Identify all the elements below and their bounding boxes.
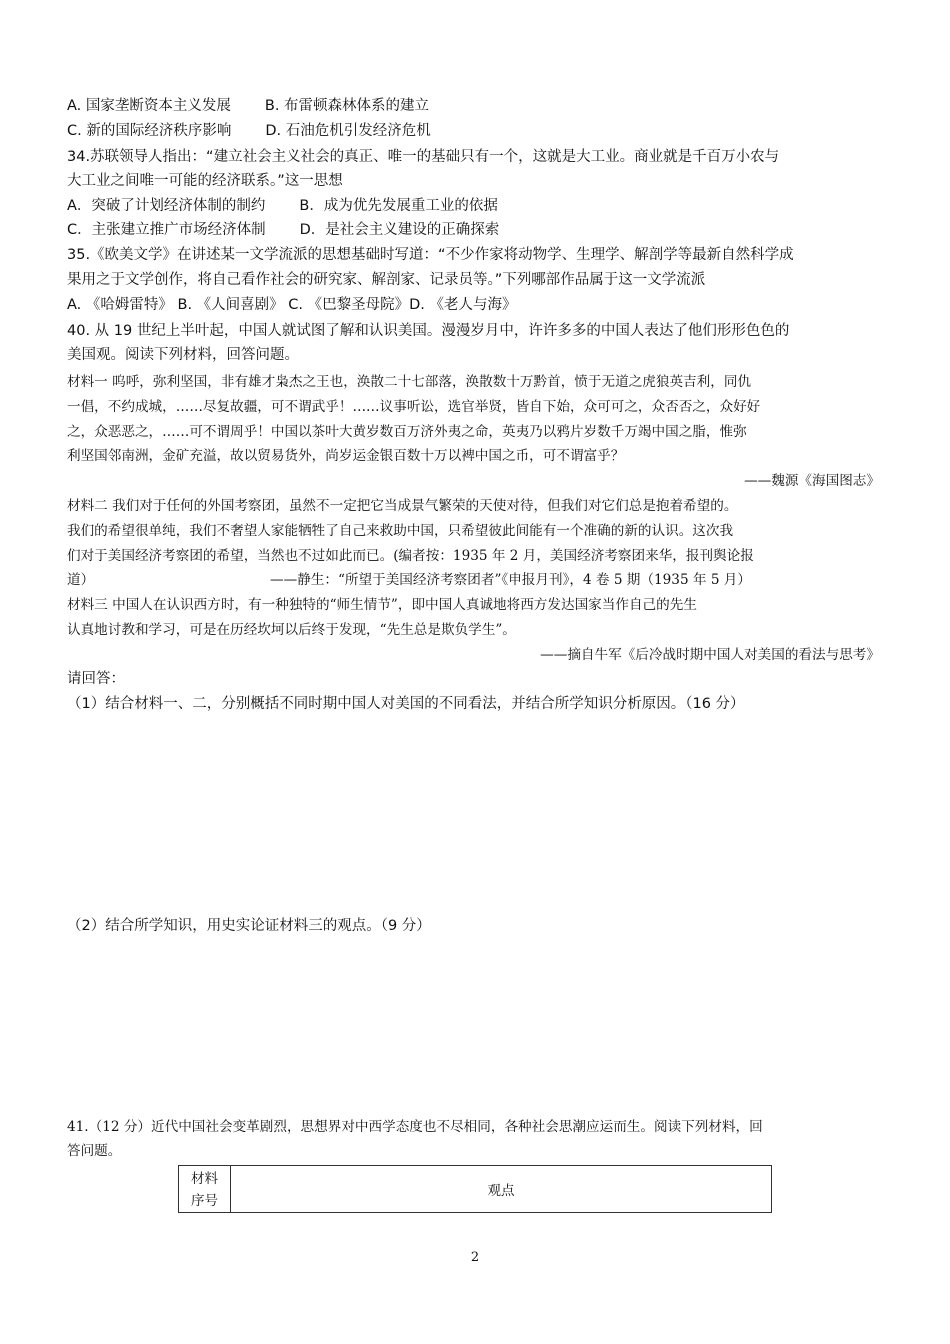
q40-material1-line1: 材料一 呜呼，弥利坚国，非有雄才枭杰之王也，涣散二十七部落，涣散数十万黔首，愤于无道之虎狼英吉利，同仇 xyxy=(67,374,752,390)
q40-subquestion-2: （2）结合所学知识，用史实论证材料三的观点。（9 分） xyxy=(67,918,431,934)
q40-ask: 请回答： xyxy=(67,671,125,687)
q35-stem-line2: 果用之于文学创作，将自己看作社会的研究家、解剖家、记录员等。”下列哪部作品属于这一文学流派 xyxy=(67,272,706,288)
q41-table-header-viewpoint xyxy=(231,1166,771,1212)
page-number: 2 xyxy=(470,1250,480,1265)
q33-option-c[interactable]: C. 新的国际经济秩序影响 xyxy=(67,123,232,139)
q40-material2-tail: 道） xyxy=(67,572,95,588)
q34-options-row1 xyxy=(67,196,498,216)
q40-subquestion-1: （1）结合材料一、二，分别概括不同时期中国人对美国的不同看法，并结合所学知识分析原因。（16 分） xyxy=(67,696,745,712)
q41-table-header-number-line2: 序号 xyxy=(191,1193,218,1209)
q34-option-a[interactable]: A．突破了计划经济体制的制约 xyxy=(67,198,266,214)
q33-options-row1 xyxy=(67,96,429,116)
q40-intro-line1: 40. 从 19 世纪上半叶起，中国人就试图了解和认识美国。漫漫岁月中，许许多多的中国人表达了他们形形色色的 xyxy=(67,323,790,339)
q40-material1-line3: 之，众恶恶之，……可不谓周乎！中国以茶叶大黄岁数百万济外夷之命，英夷乃以鸦片岁数千万竭中国之脂，惟弥 xyxy=(67,424,747,440)
q40-material1-line4: 利坚国邻南洲，金矿充溢，故以贸易货外，尚岁运金银百数十万以裨中国之币，可不谓富乎？ xyxy=(67,448,625,464)
q41-table-header-viewpoint-label: 观点 xyxy=(487,1183,515,1199)
q41-table-header-number-line1: 材料 xyxy=(191,1171,218,1187)
q40-material3-source: ——摘自牛军《后冷战时期中国人对美国的看法与思考》 xyxy=(540,647,880,663)
q41-table-header-number xyxy=(179,1166,231,1212)
q40-material2-line1: 材料二 我们对于任何的外国考察团，虽然不一定把它当成景气繁荣的天使对待，但我们对它们总是抱着希望的。 xyxy=(67,498,738,514)
q33-option-b[interactable]: B. 布雷顿森林体系的建立 xyxy=(264,98,430,114)
q40-material3-line1: 材料三 中国人在认识西方时，有一种独特的“师生情节”，即中国人真诚地将西方发达国家当作自己的先生 xyxy=(67,597,697,613)
q40-material2-line2: 我们的希望很单纯，我们不奢望人家能牺牲了自己来救助中国，只希望彼此间能有一个准确的新的认识。这次我 xyxy=(67,523,734,539)
q33-option-a[interactable]: A. 国家垄断资本主义发展 xyxy=(67,98,231,114)
q41-stem-line2: 答问题。 xyxy=(67,1143,122,1159)
q40-material2-source: ——静生：“所望于美国经济考察团者”《申报月刊》，4 卷 5 期（1935 年 5 月） xyxy=(270,572,751,588)
q34-stem-line1: 34.苏联领导人指出：“建立社会主义社会的真正、唯一的基础只有一个，这就是大工业。商业就是千百万小农与 xyxy=(67,149,780,165)
q40-material1-source: ——魏源《海国图志》 xyxy=(744,473,880,489)
q35-stem-line1: 35.《欧美文学》在讲述某一文学流派的思想基础时写道：“不少作家将动物学、生理学、解剖学等最新自然科学成 xyxy=(67,247,794,263)
q40-material1-line2: 一倡，不约成城，……尽复故疆，可不谓武乎！……议事听讼，选官举贤，皆自下始，众可可之，众否否之，众好好 xyxy=(67,399,761,415)
q33-options-row2 xyxy=(67,121,431,141)
q34-options-row2 xyxy=(67,220,499,240)
q34-option-b[interactable]: B．成为优先发展重工业的依据 xyxy=(299,198,498,214)
q41-table xyxy=(178,1165,772,1213)
q40-material2-line3: 们对于美国经济考察团的希望，当然也不过如此而已。(编者按：1935 年 2 月，美国经济考察团来华，报刊舆论报 xyxy=(67,548,754,564)
q40-intro-line2: 美国观。阅读下列材料，回答问题。 xyxy=(67,347,299,363)
q33-option-d[interactable]: D. 石油危机引发经济危机 xyxy=(265,123,431,139)
q34-option-c[interactable]: C．主张建立推广市场经济体制 xyxy=(67,222,266,238)
q34-option-d[interactable]: D．是社会主义建设的正确探索 xyxy=(299,222,500,238)
q34-stem-line2: 大工业之间唯一可能的经济联系。”这一思想 xyxy=(67,173,343,189)
q40-material2-line4 xyxy=(67,570,94,590)
q40-material3-line2: 认真地讨教和学习，可是在历经坎坷以后终于发现，“先生总是欺负学生”。 xyxy=(67,622,516,638)
q41-stem-line1: 41.（12 分）近代中国社会变革剧烈，思想界对中西学态度也不尽相同，各种社会思潮应运而生。阅读下列材料，回 xyxy=(67,1119,763,1135)
q35-options[interactable]: A. 《哈姆雷特》 B. 《人间喜剧》 C. 《巴黎圣母院》D. 《老人与海》 xyxy=(67,297,517,313)
